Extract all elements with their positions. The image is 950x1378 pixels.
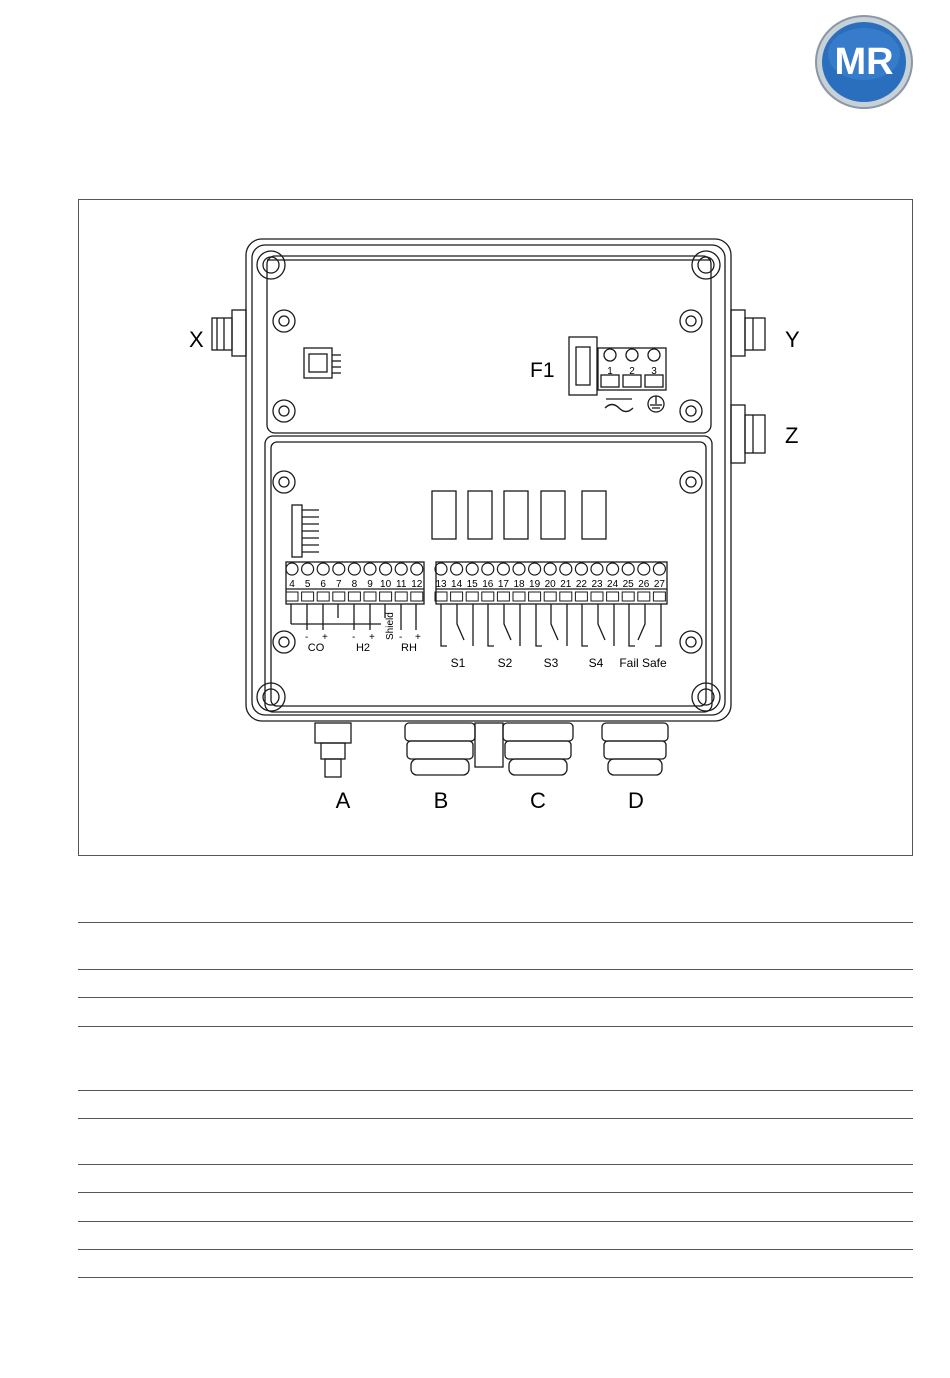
terminal-clamp bbox=[364, 592, 376, 601]
table-rule bbox=[78, 922, 913, 923]
terminal-clamp bbox=[348, 592, 360, 601]
terminal-number: 19 bbox=[529, 579, 541, 590]
polarity-minus: - bbox=[399, 632, 403, 643]
terminal-clamp bbox=[653, 592, 665, 601]
terminal-number: 4 bbox=[289, 579, 295, 590]
terminal-screw bbox=[544, 563, 556, 575]
terminal-number: 16 bbox=[482, 579, 494, 590]
terminal-clamp bbox=[529, 592, 541, 601]
label-z: Z bbox=[785, 423, 799, 448]
terminal-clamp bbox=[497, 592, 509, 601]
label-s3: S3 bbox=[543, 656, 559, 670]
terminal-number: 6 bbox=[320, 579, 326, 590]
terminal-number: 5 bbox=[304, 579, 311, 590]
table-rule bbox=[78, 1090, 913, 1091]
polarity-minus: - bbox=[352, 632, 356, 643]
terminal-number: 20 bbox=[544, 579, 556, 590]
terminal-clamp bbox=[482, 592, 494, 601]
terminal-screw bbox=[591, 563, 603, 575]
terminal-screw bbox=[529, 563, 541, 575]
terminal-block-right bbox=[435, 563, 665, 601]
terminal-clamp bbox=[622, 592, 634, 601]
terminal-screw bbox=[411, 563, 423, 575]
fuse-terminal: 1 bbox=[607, 366, 613, 377]
label-s4: S4 bbox=[588, 656, 604, 670]
terminal-clamp bbox=[395, 592, 407, 601]
figure-frame bbox=[78, 199, 913, 856]
label-co: CO bbox=[307, 642, 325, 654]
terminal-clamp bbox=[380, 592, 392, 601]
terminal-screw bbox=[333, 563, 345, 575]
terminal-number: 21 bbox=[560, 579, 572, 590]
label-c: C bbox=[530, 788, 546, 813]
terminal-screw bbox=[364, 563, 376, 575]
terminal-number: 23 bbox=[591, 579, 603, 590]
terminal-screw bbox=[622, 563, 634, 575]
table-rule bbox=[78, 1221, 913, 1222]
polarity-plus: + bbox=[322, 632, 328, 643]
label-b: B bbox=[433, 788, 449, 813]
label-rh: RH bbox=[401, 642, 417, 654]
terminal-screw bbox=[482, 563, 494, 575]
terminal-number: 9 bbox=[367, 579, 373, 590]
table-rule bbox=[78, 1164, 913, 1165]
terminal-clamp bbox=[591, 592, 603, 601]
table-rule bbox=[78, 997, 913, 998]
table-rule bbox=[78, 1249, 913, 1250]
terminal-number: 27 bbox=[653, 579, 665, 590]
terminal-number: 25 bbox=[622, 579, 634, 590]
terminal-clamp bbox=[575, 592, 587, 601]
terminal-screw bbox=[575, 563, 587, 575]
terminal-number: 15 bbox=[466, 579, 478, 590]
terminal-screw bbox=[317, 563, 329, 575]
terminal-screw bbox=[560, 563, 572, 575]
table-rule bbox=[78, 1026, 913, 1027]
terminal-clamp bbox=[317, 592, 329, 601]
terminal-screw bbox=[286, 563, 298, 575]
terminal-clamp bbox=[513, 592, 525, 601]
terminal-screw bbox=[607, 563, 619, 575]
fuse-terminal: 2 bbox=[629, 366, 635, 377]
terminal-clamp bbox=[333, 592, 345, 601]
terminal-screw bbox=[466, 563, 478, 575]
terminal-screw bbox=[513, 563, 525, 575]
terminal-clamp bbox=[544, 592, 556, 601]
terminal-clamp bbox=[466, 592, 478, 601]
label-s2: S2 bbox=[497, 656, 513, 670]
label-shield: Shield bbox=[385, 612, 396, 640]
table-rule bbox=[78, 969, 913, 970]
terminal-number: 26 bbox=[638, 579, 650, 590]
terminal-screw bbox=[302, 563, 314, 575]
table-rule bbox=[78, 1277, 913, 1278]
terminal-clamp bbox=[302, 592, 314, 601]
terminal-number: 13 bbox=[435, 579, 447, 590]
terminal-number: 24 bbox=[607, 579, 619, 590]
terminal-clamp bbox=[638, 592, 650, 601]
label-s1: S1 bbox=[450, 656, 466, 670]
logo-text: MR bbox=[834, 41, 894, 83]
polarity-minus: - bbox=[305, 632, 309, 643]
terminal-screw bbox=[435, 563, 447, 575]
terminal-screw bbox=[451, 563, 463, 575]
terminal-number: 10 bbox=[380, 579, 392, 590]
terminal-screw bbox=[497, 563, 509, 575]
label-a: A bbox=[335, 788, 351, 813]
label-f1: F1 bbox=[530, 359, 555, 382]
table-rule bbox=[78, 1118, 913, 1119]
terminal-clamp bbox=[286, 592, 298, 601]
terminal-block-left bbox=[286, 563, 423, 601]
terminal-number: 17 bbox=[497, 579, 509, 590]
terminal-screw bbox=[638, 563, 650, 575]
terminal-number: 12 bbox=[411, 579, 423, 590]
terminal-screw bbox=[380, 563, 392, 575]
fuse-terminal: 3 bbox=[651, 366, 657, 377]
polarity-plus: + bbox=[415, 632, 421, 643]
wiring-diagram bbox=[79, 200, 914, 857]
table-rule bbox=[78, 1192, 913, 1193]
terminal-number: 14 bbox=[451, 579, 463, 590]
label-d: D bbox=[628, 788, 644, 813]
terminal-number: 7 bbox=[336, 579, 342, 590]
label-h2: H2 bbox=[355, 642, 371, 654]
terminal-clamp bbox=[435, 592, 447, 601]
terminal-number: 8 bbox=[351, 579, 358, 590]
terminal-screw bbox=[395, 563, 407, 575]
terminal-clamp bbox=[411, 592, 423, 601]
terminal-clamp bbox=[560, 592, 572, 601]
terminal-clamp bbox=[451, 592, 463, 601]
label-fail-safe: Fail Safe bbox=[619, 656, 667, 670]
label-y: Y bbox=[785, 327, 800, 352]
mr-logo bbox=[814, 14, 914, 110]
label-x: X bbox=[189, 327, 204, 352]
terminal-clamp bbox=[607, 592, 619, 601]
terminal-number: 18 bbox=[513, 579, 525, 590]
terminal-screw bbox=[348, 563, 360, 575]
terminal-number: 11 bbox=[396, 579, 407, 590]
terminal-screw bbox=[653, 563, 665, 575]
terminal-number: 22 bbox=[575, 579, 587, 590]
polarity-plus: + bbox=[369, 632, 375, 643]
